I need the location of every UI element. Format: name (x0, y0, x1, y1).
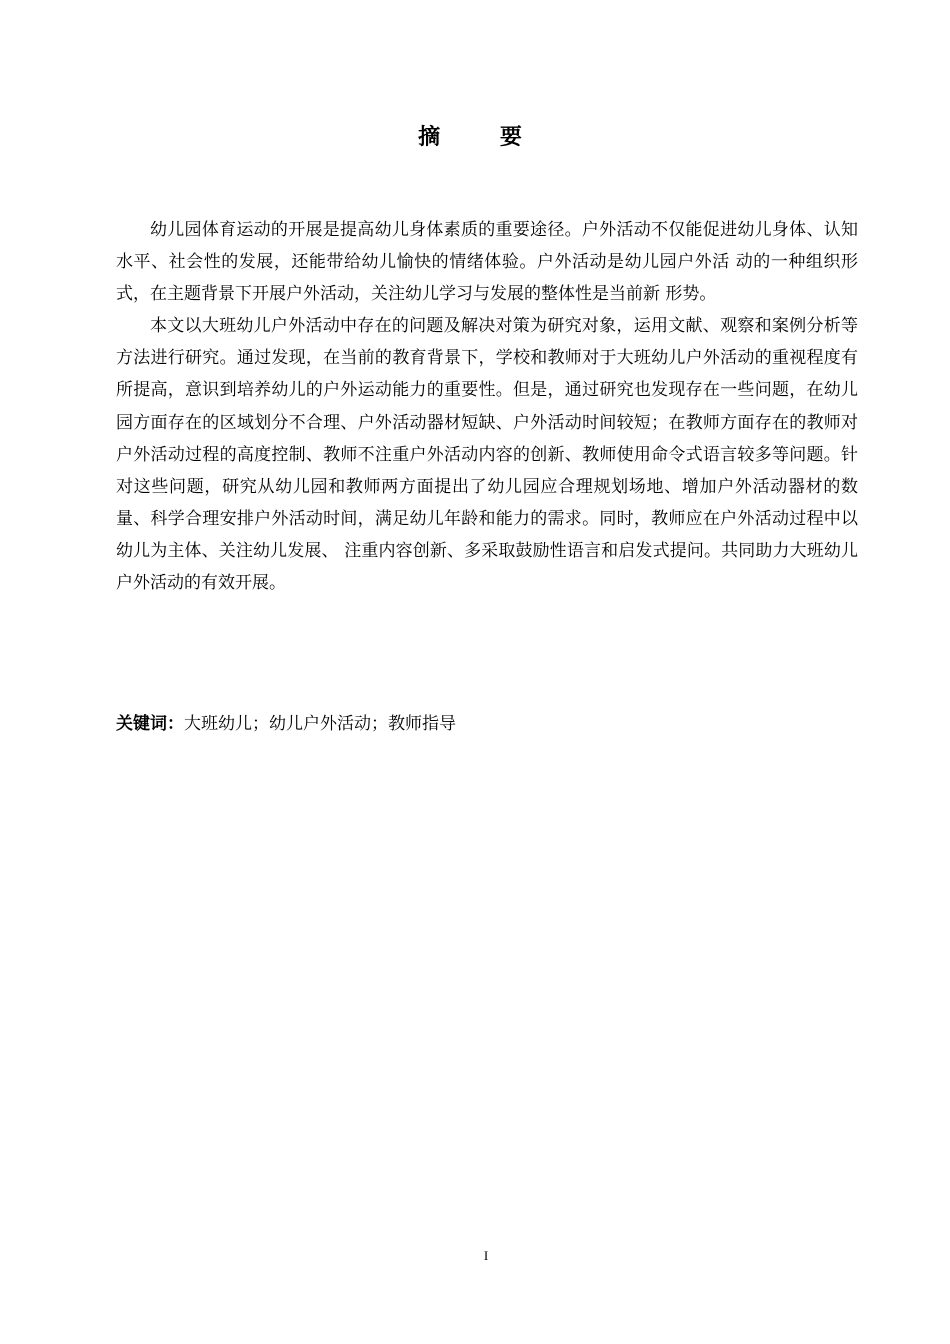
keywords-line (116, 708, 858, 740)
keywords-value: 大班幼儿；幼儿户外活动；教师指导 (184, 714, 456, 734)
abstract-paragraph-1: 幼儿园体育运动的开展是提高幼儿身体素质的重要途径。户外活动不仅能促进幼儿身体、认知水平、社会性的发展，还能带给幼儿愉快的情绪体验。户外活动是幼儿园户外活 动的一种组织形式，在主题背景下开展户外活动，关注幼儿学习与发展的整体性是当前新 形势。 (116, 220, 858, 305)
keywords-label: 关键词： (116, 714, 184, 734)
abstract-paragraph-2: 本文以大班幼儿户外活动中存在的问题及解决对策为研究对象，运用文献、观察和案例分析等方法进行研究。通过发现，在当前的教育背景下，学校和教师对于大班幼儿户外活动的重视程度有所提高，意识到培养幼儿的户外运动能力的重要性。但是，通过研究也发现存在一些问题，在幼儿园方面存在的区域划分不合理、户外活动器材短缺、户外活动时间较短；在教师方面存在的教师对户外活动过程的高度控制、教师不注重户外活动内容的创新、教师使用命令式语言较多等问题。针对这些问题，研究从幼儿园和教师两方面提出了幼儿园应合理规划场地、增加户外活动器材的数量、科学合理安排户外活动时间，满足幼儿年龄和能力的需求。同时，教师应在户外活动过程中以幼儿为主体、关注幼儿发展、 注重内容创新、多采取鼓励性语言和启发式提问。共同助力大班幼儿户外活动的有效开展。 (116, 316, 858, 594)
page-number: I (483, 1248, 489, 1263)
abstract-title: 摘 要 (418, 125, 548, 150)
abstract-body (116, 214, 858, 599)
